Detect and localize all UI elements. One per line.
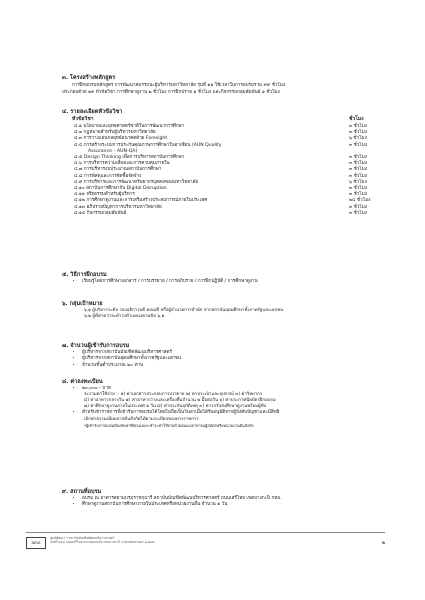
section-topics: [62, 108, 385, 217]
topic-title: ๔.๑ นโยบายและยุทธศาสตร์ชาติในการพัฒนาการศึกษา: [74, 124, 185, 129]
paragraph: ประกอบด้วย ๑๙ หัวข้อวิชา การศึกษาดูงาน ๒ ชั่วโมง การฝึกปราย ๑ ชั่วโมง และกิจกรรมกลุ่มสัมพันธ์ ๑ ชั่วโมง: [62, 90, 280, 95]
topic-title: ๔.๒ กฎหมายสำหรับผู้บริหารมหาวิทยาลัย: [74, 130, 156, 136]
list-item: ๖.๑ ผู้บริหารระดับ รองอธิการบดี คณบดี หรือผู้อำนวยการสำนัก จากสถาบันอุดมศึกษาทั้งภาครัฐและเอกชน: [84, 308, 284, 313]
section-structure: [62, 74, 385, 96]
topic-hours: ๓ ชั่วโมง: [349, 210, 368, 216]
topic-title: ๔.๖ การบริหารความเสี่ยงและการควบคุมภายใน: [74, 161, 170, 167]
section-heading: ๕. วิธีการฝึกอบรม: [62, 272, 107, 278]
topic-hours: ๒๔ ชั่วโมง: [349, 198, 371, 204]
topic-hours: ๓ ชั่วโมง: [349, 186, 368, 192]
note: *ผู้เข้ารับการอบรมต้องจัดหาที่พักเองและชำระค่าใช้จ่ายด้วยตนเองจากกรมผู้สมัครหรือหน่วยงานต้นสังกัด: [84, 422, 254, 428]
section-heading: ๖. กลุ่มเป้าหมาย: [62, 301, 103, 307]
topic-hours: ๓ ชั่วโมง: [349, 167, 368, 173]
topic-title: ๔.๑๒ การศึกษาดูงานและการเสริมสร้างประสบการณ์ภายในประเทศ: [74, 198, 208, 204]
topic-hours: ๓ ชั่วโมง: [349, 161, 368, 167]
topic-title: ๔.๑๓ อภิปรายปัญหาการบริหารมหาวิทยาลัย: [74, 204, 162, 210]
topic-hours: ๓ ชั่วโมง: [349, 192, 368, 198]
topic-hours: ๓ ชั่วโมง: [349, 155, 368, 161]
col-topic-header: หัวข้อวิชา: [72, 116, 94, 122]
topics-header: [62, 116, 385, 123]
footer-line: ศูนย์พัฒนา ฯ สถาบันบัณฑิตพัฒนบริหารศาสตร์: [50, 536, 115, 540]
paragraph: จะรวมค่าใช้จ่าย :- ๑) ค่าเอกสารประกอบการบรรยาย ๒) ค่าประเป๋าและอุปกรณ์ ๓) ค่าวิทยากร: [84, 392, 263, 398]
list-item: • ผู้บริหารจากสถาบันบัณฑิตพัฒนบริหารศาสตร์: [82, 350, 385, 356]
topic-row: [62, 211, 385, 217]
list-item: • เรียนรู้โดยการศึกษาเอกสาร / การบรรยาย / การอภิปราย / การฝึกปฏิบัติ / การศึกษาดูงาน: [82, 279, 385, 285]
section-heading: ๓. โครงสร้างหลักสูตร: [62, 75, 116, 81]
topic-title: ๔.๘ การพัสดุและการจัดซื้อจัดจ้าง: [74, 173, 142, 179]
section-venue: [62, 488, 385, 509]
topic-hours: ๖ ชั่วโมง: [349, 136, 367, 142]
topic-title: ๔.๙ การบริหารและการพัฒนาทรัพยากรบุคคลของมหาวิทยาลัย: [74, 179, 199, 185]
topic-title: ๔.๑๔ กิจกรรมกลุ่มสัมพันธ์: [74, 210, 127, 216]
page-number: ๒: [381, 540, 385, 546]
section-fee: [62, 378, 385, 429]
paragraph: ๗) ค่าศึกษาดูงานภายในประเทศ ๑ วัน ๘) ค่าประกันอุบัติเหตุ ๙) ค่ารถรับส่งศึกษาดูงานพร้อมผู้ขับ: [84, 404, 267, 410]
page-footer: [26, 532, 385, 551]
section-heading: ๘. ค่าลงทะเบียน: [62, 379, 103, 385]
topic-title: ๔.๑๐ สถาบันการศึกษากับ Digital Disruption: [74, 186, 167, 192]
footer-line: เลขที่ ๑๑๘ ถนนเสรีไทย แขวงคลองจั่น เขตบางกะปิ กรุงเทพมหานคร ๑๐๒๔๐: [50, 540, 156, 545]
list-item: • ผู้บริหารจากสถาบันอุดมศึกษาทั้งภาครัฐและเอกชน: [82, 356, 385, 362]
section-target: [62, 300, 385, 320]
topic-hours: ๖ ชั่วโมง: [349, 179, 367, 185]
topic-hours: ๓ ชั่วโมง: [349, 130, 368, 136]
nida-logo: NIDA: [26, 537, 46, 549]
topic-hours: ๓ ชั่วโมง: [349, 173, 368, 179]
topic-title: ๔.๑๑ จริยธรรมสำหรับผู้บริหาร: [74, 192, 135, 198]
topic-title: Assurance – AUN-QA): [88, 148, 138, 154]
topic-hours: ๓ ชั่วโมง: [349, 204, 368, 210]
topic-title: ๔.๔ การสร้างระบบการประกันคุณภาพการศึกษาในอาเซียน (AUN Quality: [74, 142, 222, 148]
list-item: • ศึกษาดูงานสถาบันการศึกษาภายในประเทศหรือหน่วยงานอื่น จำนวน ๑ วัน: [82, 502, 385, 508]
list-item: • สำหรับข้าราชการที่เข้ารับการอบรมได้โดยไม่ถือเป็นวันลาเมื่อได้รับอนุมัติจากผู้บังคับบัญชาและมีสิทธิ: [82, 410, 385, 416]
topic-hours: ๓ ชั่วโมง: [349, 124, 368, 129]
section-heading: ๔. รายละเอียดหัวข้อวิชา: [62, 109, 123, 115]
paragraph: เบิกค่าธรรมเนียมจากต้นสังกัดได้ตามระเบียบของทางราชการ: [84, 416, 199, 422]
topics-list: [62, 124, 385, 217]
section-participants: [62, 342, 385, 369]
paragraph: การฝึกอบรมหลักสูตร การพัฒนาสมรรถนะผู้บริหารมหาวิทยาลัย รุ่นที่ ๑๑ ใช้เวลาในการอบรมรวม ๙๙ ชั่วโมง: [72, 83, 286, 88]
topic-title: ๔.๓ การวางแผนกลยุทธ์อนาคตด้วย Foresight: [74, 136, 168, 142]
footer-text: [50, 536, 310, 544]
list-item: • อบรม ณ อาคารสยามบรมราชกุมารี สถาบันบัณฑิตพัฒนบริหารศาสตร์ ถนนเสรีไทย เขตบางกะปิ กทม.: [82, 496, 385, 502]
col-hours-header: ชั่วโมง: [349, 116, 364, 122]
topic-title: ๔.๗ การบริหารงบประมาณสถาบันการศึกษา: [74, 167, 162, 173]
fee-amount: • ๒๐,๐๐๐.- บาท: [82, 386, 385, 392]
topic-hours: ๓ ชั่วโมง: [349, 142, 368, 148]
section-method: [62, 271, 385, 285]
section-heading: ๗. จำนวนผู้เข้ารับการอบรม: [62, 343, 130, 349]
list-item: • จำนวนขั้นต่ำประมาณ ๒๐ ท่าน: [82, 363, 385, 369]
paragraph: ๔) ค่าอาหารกลางวัน ๕) ค่าอาหารว่างและเครื่องดื่มจำนวน ๒ มื้อต่อวัน ๖) ค่าประกาศนียบัตรฝึกอบรม: [84, 398, 276, 404]
section-heading: ๙. สถานที่อบรม: [62, 489, 102, 495]
list-item: ๖.๒ ผู้ที่คาดว่าจะดำรงตำแหน่งตามข้อ ๖.๑: [84, 314, 165, 319]
topic-title: ๔.๕ Design Thinking เพื่อการบริหารสถาบันการศึกษา: [74, 155, 185, 161]
